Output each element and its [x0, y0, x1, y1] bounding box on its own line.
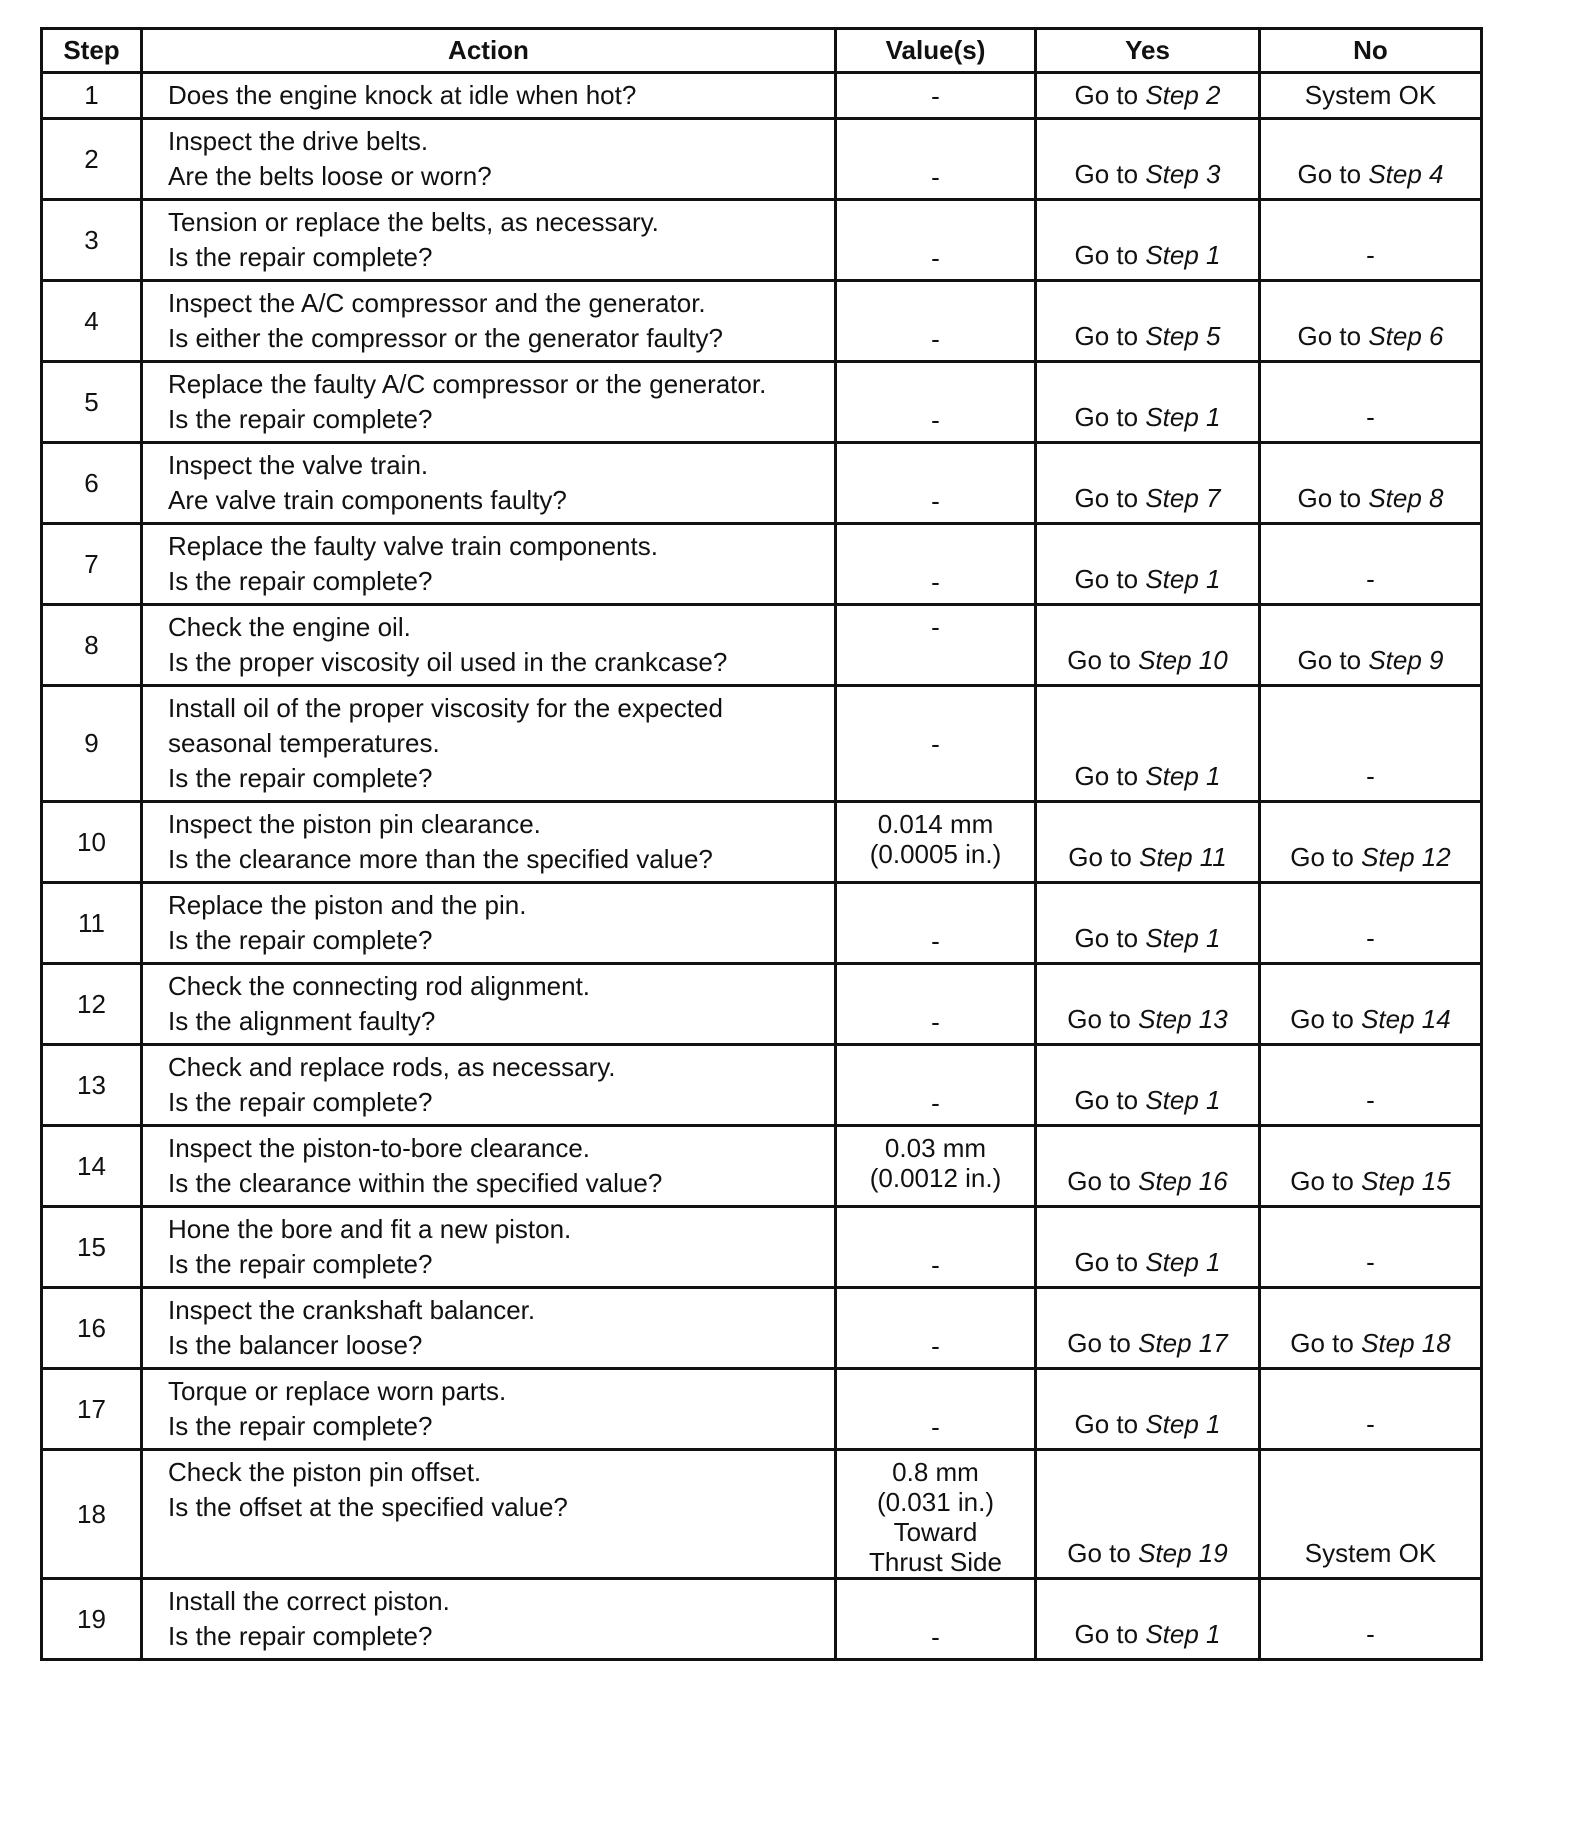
yes-cell — [1036, 605, 1260, 686]
no-cell — [1260, 362, 1482, 443]
value-line: Toward — [893, 1517, 978, 1547]
action-cell — [142, 443, 836, 524]
yes-goto-prefix: Go to — [1074, 1247, 1146, 1277]
table-row — [42, 1579, 1482, 1660]
header-action: Action — [142, 29, 836, 73]
action-cell — [142, 73, 836, 119]
header-step: Step — [42, 29, 142, 73]
yes-cell — [1036, 73, 1260, 119]
no-goto-step: Step 15 — [1361, 1166, 1451, 1196]
action-line: Replace the faulty valve train components. — [168, 531, 658, 561]
yes-cell — [1036, 1126, 1260, 1207]
yes-cell — [1036, 1450, 1260, 1579]
action-line: Is the clearance within the specified value? — [168, 1168, 663, 1198]
diagnostic-table — [40, 27, 1483, 1661]
table-row — [42, 1288, 1482, 1369]
table-row — [42, 443, 1482, 524]
yes-cell — [1036, 1207, 1260, 1288]
yes-goto-step: Step 13 — [1138, 1004, 1228, 1034]
no-cell — [1260, 200, 1482, 281]
table-row — [42, 524, 1482, 605]
yes-goto-prefix: Go to — [1074, 159, 1146, 189]
action-line: Tension or replace the belts, as necessary. — [168, 207, 659, 237]
no-goto-step: Step 14 — [1361, 1004, 1451, 1034]
yes-goto-step: Step 1 — [1145, 402, 1221, 432]
action-line: Is the repair complete? — [168, 1087, 433, 1117]
no-cell — [1260, 1369, 1482, 1450]
no-text: - — [1366, 1409, 1375, 1439]
yes-goto-prefix: Go to — [1074, 1085, 1146, 1115]
yes-goto-step: Step 11 — [1139, 842, 1227, 872]
value-line: (0.0005 in.) — [869, 839, 1002, 869]
values-cell — [836, 119, 1036, 200]
action-cell — [142, 1450, 836, 1579]
action-cell — [142, 1207, 836, 1288]
no-cell — [1260, 686, 1482, 802]
yes-cell — [1036, 1579, 1260, 1660]
yes-cell — [1036, 443, 1260, 524]
action-line: Replace the piston and the pin. — [168, 890, 527, 920]
action-cell — [142, 281, 836, 362]
no-cell — [1260, 443, 1482, 524]
header-values: Value(s) — [836, 29, 1036, 73]
action-line: Does the engine knock at idle when hot? — [168, 80, 637, 110]
header-row — [42, 29, 1482, 73]
values-cell — [836, 73, 1036, 119]
action-line: Is the repair complete? — [168, 1249, 433, 1279]
action-line: Is the repair complete? — [168, 925, 433, 955]
action-line: Torque or replace worn parts. — [168, 1376, 507, 1406]
no-text: - — [1366, 402, 1375, 432]
step-number: 15 — [42, 1207, 142, 1288]
yes-cell — [1036, 200, 1260, 281]
value-line: - — [931, 405, 940, 435]
action-line: Inspect the piston-to-bore clearance. — [168, 1133, 591, 1163]
yes-cell — [1036, 883, 1260, 964]
action-line: Inspect the A/C compressor and the generator. — [168, 288, 706, 318]
yes-cell — [1036, 281, 1260, 362]
values-cell — [836, 686, 1036, 802]
no-cell — [1260, 524, 1482, 605]
values-cell — [836, 1126, 1036, 1207]
no-text: - — [1366, 923, 1375, 953]
no-text: - — [1366, 1619, 1375, 1649]
values-cell — [836, 883, 1036, 964]
action-line: Are valve train components faulty? — [168, 485, 567, 515]
yes-goto-step: Step 7 — [1145, 483, 1221, 513]
yes-cell — [1036, 802, 1260, 883]
no-goto-prefix: Go to — [1290, 1166, 1362, 1196]
table-row — [42, 200, 1482, 281]
value-line: - — [931, 162, 940, 192]
action-line: Is the alignment faulty? — [168, 1006, 436, 1036]
no-cell — [1260, 883, 1482, 964]
value-line: - — [931, 728, 940, 759]
table-row — [42, 964, 1482, 1045]
no-text: System OK — [1304, 80, 1437, 110]
values-cell — [836, 1450, 1036, 1579]
no-text: - — [1366, 761, 1375, 791]
action-line: Is the proper viscosity oil used in the crankcase? — [168, 647, 728, 677]
value-line: - — [931, 1007, 940, 1037]
yes-goto-step: Step 19 — [1138, 1538, 1228, 1568]
table-row — [42, 1369, 1482, 1450]
no-text: - — [1366, 564, 1375, 594]
step-number: 9 — [42, 686, 142, 802]
value-line: - — [931, 926, 940, 956]
no-goto-step: Step 8 — [1368, 483, 1444, 513]
no-goto-prefix: Go to — [1297, 159, 1369, 189]
step-number: 12 — [42, 964, 142, 1045]
action-cell — [142, 1126, 836, 1207]
no-goto-prefix: Go to — [1290, 1328, 1362, 1358]
yes-goto-prefix: Go to — [1067, 1004, 1139, 1034]
yes-cell — [1036, 524, 1260, 605]
table-row — [42, 605, 1482, 686]
table-row — [42, 362, 1482, 443]
no-goto-prefix: Go to — [1290, 1004, 1362, 1034]
yes-goto-prefix: Go to — [1067, 1166, 1139, 1196]
value-line: - — [931, 567, 940, 597]
values-cell — [836, 1579, 1036, 1660]
values-cell — [836, 281, 1036, 362]
action-line: Is the repair complete? — [168, 763, 433, 793]
action-cell — [142, 119, 836, 200]
step-number: 6 — [42, 443, 142, 524]
yes-cell — [1036, 1045, 1260, 1126]
yes-goto-step: Step 1 — [1145, 761, 1221, 791]
action-cell — [142, 1288, 836, 1369]
action-line: Is the repair complete? — [168, 404, 433, 434]
no-text: System OK — [1304, 1538, 1437, 1568]
action-cell — [142, 1369, 836, 1450]
step-number: 7 — [42, 524, 142, 605]
no-goto-step: Step 18 — [1361, 1328, 1451, 1358]
action-line: Inspect the drive belts. — [168, 126, 429, 156]
action-line: Is the repair complete? — [168, 566, 433, 596]
step-number: 14 — [42, 1126, 142, 1207]
yes-goto-step: Step 1 — [1145, 564, 1221, 594]
action-cell — [142, 964, 836, 1045]
action-line: Check the connecting rod alignment. — [168, 971, 591, 1001]
value-line: - — [931, 1331, 940, 1361]
value-line: (0.0012 in.) — [869, 1163, 1002, 1193]
values-cell — [836, 964, 1036, 1045]
action-line: Check the engine oil. — [168, 612, 411, 642]
yes-goto-prefix: Go to — [1067, 645, 1139, 675]
yes-cell — [1036, 1369, 1260, 1450]
table-row — [42, 883, 1482, 964]
values-cell — [836, 1207, 1036, 1288]
values-cell — [836, 443, 1036, 524]
no-text: - — [1366, 1085, 1375, 1115]
action-cell — [142, 883, 836, 964]
action-line: Hone the bore and fit a new piston. — [168, 1214, 572, 1244]
step-number: 16 — [42, 1288, 142, 1369]
yes-goto-step: Step 16 — [1138, 1166, 1228, 1196]
table-row — [42, 1126, 1482, 1207]
yes-goto-step: Step 2 — [1145, 80, 1221, 110]
yes-goto-step: Step 1 — [1145, 1409, 1221, 1439]
no-goto-prefix: Go to — [1297, 483, 1369, 513]
action-cell — [142, 524, 836, 605]
value-line: (0.031 in.) — [876, 1487, 995, 1517]
action-line: Is the clearance more than the specified value? — [168, 844, 713, 874]
yes-goto-step: Step 1 — [1145, 240, 1221, 270]
action-line: Check and replace rods, as necessary. — [168, 1052, 616, 1082]
step-number: 10 — [42, 802, 142, 883]
value-line: - — [931, 1412, 940, 1442]
yes-goto-prefix: Go to — [1074, 402, 1146, 432]
yes-goto-step: Step 1 — [1145, 1247, 1221, 1277]
no-cell — [1260, 964, 1482, 1045]
action-line: Install oil of the proper viscosity for the expected — [168, 693, 723, 723]
header-yes: Yes — [1036, 29, 1260, 73]
values-cell — [836, 1045, 1036, 1126]
value-line: - — [931, 1088, 940, 1118]
table-body — [42, 73, 1482, 1660]
yes-goto-step: Step 1 — [1145, 923, 1221, 953]
values-cell — [836, 200, 1036, 281]
values-cell — [836, 524, 1036, 605]
no-cell — [1260, 1126, 1482, 1207]
no-text: - — [1366, 240, 1375, 270]
yes-goto-prefix: Go to — [1067, 1538, 1139, 1568]
action-line: Inspect the piston pin clearance. — [168, 809, 541, 839]
no-text: - — [1366, 1247, 1375, 1277]
yes-goto-step: Step 1 — [1145, 1619, 1221, 1649]
step-number: 17 — [42, 1369, 142, 1450]
value-line: - — [931, 1622, 940, 1652]
no-goto-prefix: Go to — [1297, 321, 1369, 351]
action-line: Is the repair complete? — [168, 1411, 433, 1441]
action-line: Inspect the valve train. — [168, 450, 429, 480]
action-line: Is either the compressor or the generator faulty? — [168, 323, 723, 353]
no-goto-step: Step 9 — [1368, 645, 1444, 675]
step-number: 1 — [42, 73, 142, 119]
yes-cell — [1036, 1288, 1260, 1369]
no-cell — [1260, 605, 1482, 686]
table-row — [42, 1450, 1482, 1579]
step-number: 3 — [42, 200, 142, 281]
action-cell — [142, 200, 836, 281]
action-line: Is the balancer loose? — [168, 1330, 423, 1360]
no-cell — [1260, 1450, 1482, 1579]
value-line: - — [931, 243, 940, 273]
action-line: Inspect the crankshaft balancer. — [168, 1295, 536, 1325]
yes-goto-prefix: Go to — [1067, 1328, 1139, 1358]
no-cell — [1260, 281, 1482, 362]
table-row — [42, 1045, 1482, 1126]
action-cell — [142, 605, 836, 686]
no-goto-step: Step 4 — [1368, 159, 1444, 189]
no-cell — [1260, 1207, 1482, 1288]
table-row — [42, 802, 1482, 883]
values-cell — [836, 802, 1036, 883]
action-line: Check the piston pin offset. — [168, 1457, 482, 1487]
no-goto-step: Step 12 — [1361, 842, 1451, 872]
step-number: 13 — [42, 1045, 142, 1126]
yes-cell — [1036, 119, 1260, 200]
table-row — [42, 686, 1482, 802]
value-line: 0.8 mm — [892, 1457, 979, 1487]
yes-goto-prefix: Go to — [1068, 842, 1140, 872]
table-row — [42, 73, 1482, 119]
action-line: Is the offset at the specified value? — [168, 1492, 568, 1522]
value-line: - — [931, 612, 940, 642]
table-row — [42, 119, 1482, 200]
value-line: 0.03 mm — [884, 1133, 987, 1163]
action-cell — [142, 686, 836, 802]
no-cell — [1260, 1288, 1482, 1369]
value-line: Thrust Side — [869, 1547, 1002, 1577]
yes-cell — [1036, 686, 1260, 802]
step-number: 8 — [42, 605, 142, 686]
no-cell — [1260, 1579, 1482, 1660]
step-number: 19 — [42, 1579, 142, 1660]
no-cell — [1260, 802, 1482, 883]
value-line: - — [931, 1250, 940, 1280]
action-line: Replace the faulty A/C compressor or the generator. — [168, 369, 767, 399]
yes-goto-prefix: Go to — [1074, 240, 1146, 270]
header-no: No — [1260, 29, 1482, 73]
values-cell — [836, 605, 1036, 686]
no-cell — [1260, 1045, 1482, 1126]
action-line: Is the repair complete? — [168, 1621, 433, 1651]
action-line: seasonal temperatures. — [168, 728, 440, 758]
value-line: - — [931, 324, 940, 354]
value-line: - — [931, 80, 940, 111]
yes-goto-prefix: Go to — [1074, 1619, 1146, 1649]
value-line: - — [931, 486, 940, 516]
yes-cell — [1036, 964, 1260, 1045]
step-number: 2 — [42, 119, 142, 200]
yes-goto-prefix: Go to — [1074, 80, 1146, 110]
no-cell — [1260, 119, 1482, 200]
action-cell — [142, 802, 836, 883]
action-cell — [142, 362, 836, 443]
no-goto-step: Step 6 — [1368, 321, 1444, 351]
step-number: 5 — [42, 362, 142, 443]
action-cell — [142, 1045, 836, 1126]
step-number: 18 — [42, 1450, 142, 1579]
action-line: Install the correct piston. — [168, 1586, 450, 1616]
yes-goto-prefix: Go to — [1074, 1409, 1146, 1439]
yes-cell — [1036, 362, 1260, 443]
step-number: 11 — [42, 883, 142, 964]
yes-goto-step: Step 1 — [1145, 1085, 1221, 1115]
yes-goto-prefix: Go to — [1074, 564, 1146, 594]
yes-goto-prefix: Go to — [1074, 483, 1146, 513]
yes-goto-step: Step 10 — [1138, 645, 1228, 675]
yes-goto-step: Step 3 — [1145, 159, 1221, 189]
step-number: 4 — [42, 281, 142, 362]
yes-goto-prefix: Go to — [1074, 761, 1146, 791]
action-line: Is the repair complete? — [168, 242, 433, 272]
table-row — [42, 1207, 1482, 1288]
action-line: Are the belts loose or worn? — [168, 161, 492, 191]
no-goto-prefix: Go to — [1297, 645, 1369, 675]
yes-goto-step: Step 5 — [1145, 321, 1221, 351]
yes-goto-prefix: Go to — [1074, 321, 1146, 351]
action-cell — [142, 1579, 836, 1660]
values-cell — [836, 1369, 1036, 1450]
values-cell — [836, 1288, 1036, 1369]
no-cell — [1260, 73, 1482, 119]
yes-goto-prefix: Go to — [1074, 923, 1146, 953]
value-line: 0.014 mm — [877, 809, 994, 839]
yes-goto-step: Step 17 — [1138, 1328, 1228, 1358]
no-goto-prefix: Go to — [1290, 842, 1362, 872]
values-cell — [836, 362, 1036, 443]
table-row — [42, 281, 1482, 362]
